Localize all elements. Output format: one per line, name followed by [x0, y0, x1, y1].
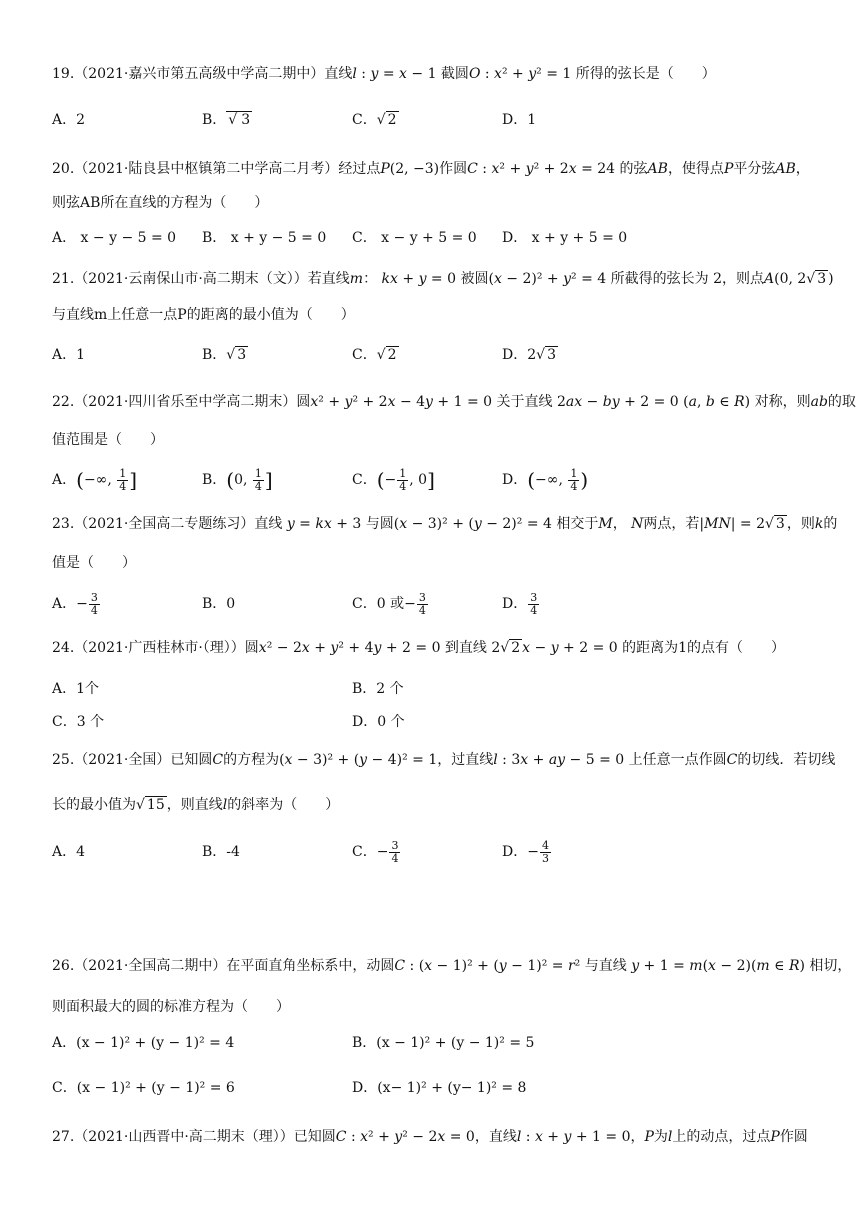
question-25-stem-line2: 长的最小值为√ 15 ，则直线l的斜率为（ ）: [52, 797, 340, 813]
question-23-stem-line2: 值是（ ）: [52, 555, 136, 571]
option-b[interactable]: B．(0, $\frac{1}{4}$ ]: [202, 466, 273, 493]
question-24-options-row2: [52, 707, 812, 737]
question-20-stem-line2: 则弦AB所在直线的方程为（ ）: [52, 195, 269, 211]
question-19-stem: 19.（2021·嘉兴市第五高级中学高二期中）直线l : y = x − 1 截圆O : x² + y² = 1 所得的弦长是（ ）: [52, 66, 716, 82]
question-27-stem-line1: 27.（2021·山西晋中·高二期末（理））已知圆C : x² + y² − 2x = 0，直线l : x + y + 1 = 0，P为l上的动点，过点P作圆: [52, 1129, 808, 1145]
option-c[interactable]: C． x − y + 5 = 0: [352, 230, 477, 246]
option-a[interactable]: A．− $\frac{3}{4}$: [52, 590, 98, 617]
option-a[interactable]: A．4: [52, 844, 86, 860]
option-b[interactable]: B． √ 3: [202, 112, 251, 128]
option-b[interactable]: B．2 个: [352, 681, 404, 697]
option-a[interactable]: A．1个: [52, 681, 100, 697]
question-21-options: [52, 340, 812, 370]
question-22-options: [52, 465, 812, 495]
question-25-stem-line1: 25.（2021·全国）已知圆C的方程为(x − 3)² + (y − 4)² = 1，过直线l : 3x + ay − 5 = 0 上任意一点作圆C的切线．若切线: [52, 752, 836, 768]
question-20-stem-line1: 20.（2021·陆良县中枢镇第二中学高二月考）经过点P(2, −3)作圆C : x² + y² + 2x = 24 的弦AB，使得点P平分弦AB，: [52, 161, 810, 177]
option-c[interactable]: C．(x − 1)² + (y − 1)² = 6: [52, 1080, 235, 1096]
question-26-options-row1: [52, 1028, 812, 1058]
option-b[interactable]: B．(x − 1)² + (y − 1)² = 5: [352, 1035, 535, 1051]
option-b[interactable]: B． x + y − 5 = 0: [202, 230, 327, 246]
question-26-stem-line2: 则面积最大的圆的标准方程为（ ）: [52, 999, 290, 1015]
question-26-stem-line1: 26.（2021·全国高二期中）在平面直角坐标系中，动圆C : (x − 1)² + (y − 1)² = r² 与直线 y + 1 = m(x − 2)(m ∈ R) 相切，: [52, 958, 852, 974]
question-21-stem-line1: 21.（2021·云南保山市·高二期末（文））若直线m： kx + y = 0 被圆(x − 2)² + y² = 4 所截得的弦长为 2，则点A(0, 2√ 3 ): [52, 271, 834, 287]
option-b[interactable]: B．0: [202, 596, 236, 612]
option-c[interactable]: C．√ 2: [352, 347, 397, 363]
option-c[interactable]: C．− $\frac{3}{4}$: [352, 838, 399, 865]
question-24-stem: 24.（2021·广西桂林市·（理））圆x² − 2x + y² + 4y + 2 = 0 到直线 2√ 2 x − y + 2 = 0 的距离为1的点有（ ）: [52, 640, 786, 656]
question-26-options-row2: [52, 1073, 812, 1103]
question-21-stem-line2: 与直线m上任意一点P的距离的最小值为（ ）: [52, 307, 355, 323]
option-d[interactable]: D．2√ 3: [502, 347, 556, 363]
question-23-options: [52, 589, 812, 619]
option-d[interactable]: D．1: [502, 112, 537, 128]
option-d[interactable]: D． $\frac{3}{4}$: [502, 590, 538, 617]
question-22-stem-line2: 值范围是（ ）: [52, 432, 164, 448]
option-c[interactable]: C．0 或− $\frac{3}{4}$: [352, 590, 426, 617]
option-b[interactable]: B．-4: [202, 844, 240, 860]
question-25-options: [52, 837, 812, 867]
option-b[interactable]: B．√ 3: [202, 347, 247, 363]
option-d[interactable]: D．(x− 1)² + (y− 1)² = 8: [352, 1080, 527, 1096]
option-c[interactable]: C．√ 2: [352, 112, 397, 128]
option-d[interactable]: D．− $\frac{4}{3}$: [502, 838, 549, 865]
question-19-options: [52, 105, 812, 135]
option-a[interactable]: A．2: [52, 112, 86, 128]
option-d[interactable]: D． x + y + 5 = 0: [502, 230, 628, 246]
question-24-options-row1: [52, 674, 812, 704]
question-23-stem-line1: 23.（2021·全国高二专题练习）直线 y = kx + 3 与圆(x − 3)² + (y − 2)² = 4 相交于M， N两点，若|MN| = 2√ 3 ，则k的: [52, 516, 838, 532]
option-a[interactable]: A．(x − 1)² + (y − 1)² = 4: [52, 1035, 235, 1051]
option-a[interactable]: A． x − y − 5 = 0: [52, 230, 177, 246]
question-20-options: [52, 223, 812, 253]
option-c[interactable]: C．3 个: [52, 714, 105, 730]
option-a[interactable]: A．1: [52, 347, 86, 363]
option-d[interactable]: D．(−∞, $\frac{1}{4}$ ): [502, 466, 589, 493]
question-22-stem-line1: 22.（2021·四川省乐至中学高二期末）圆x² + y² + 2x − 4y + 1 = 0 关于直线 2ax − by + 2 = 0 (a, b ∈ R) 对称，则ab的取: [52, 394, 856, 410]
option-a[interactable]: A．(−∞, $\frac{1}{4}$ ]: [52, 466, 138, 493]
option-c[interactable]: C．(− $\frac{1}{4}$ , 0]: [352, 466, 435, 493]
option-d[interactable]: D．0 个: [352, 714, 405, 730]
